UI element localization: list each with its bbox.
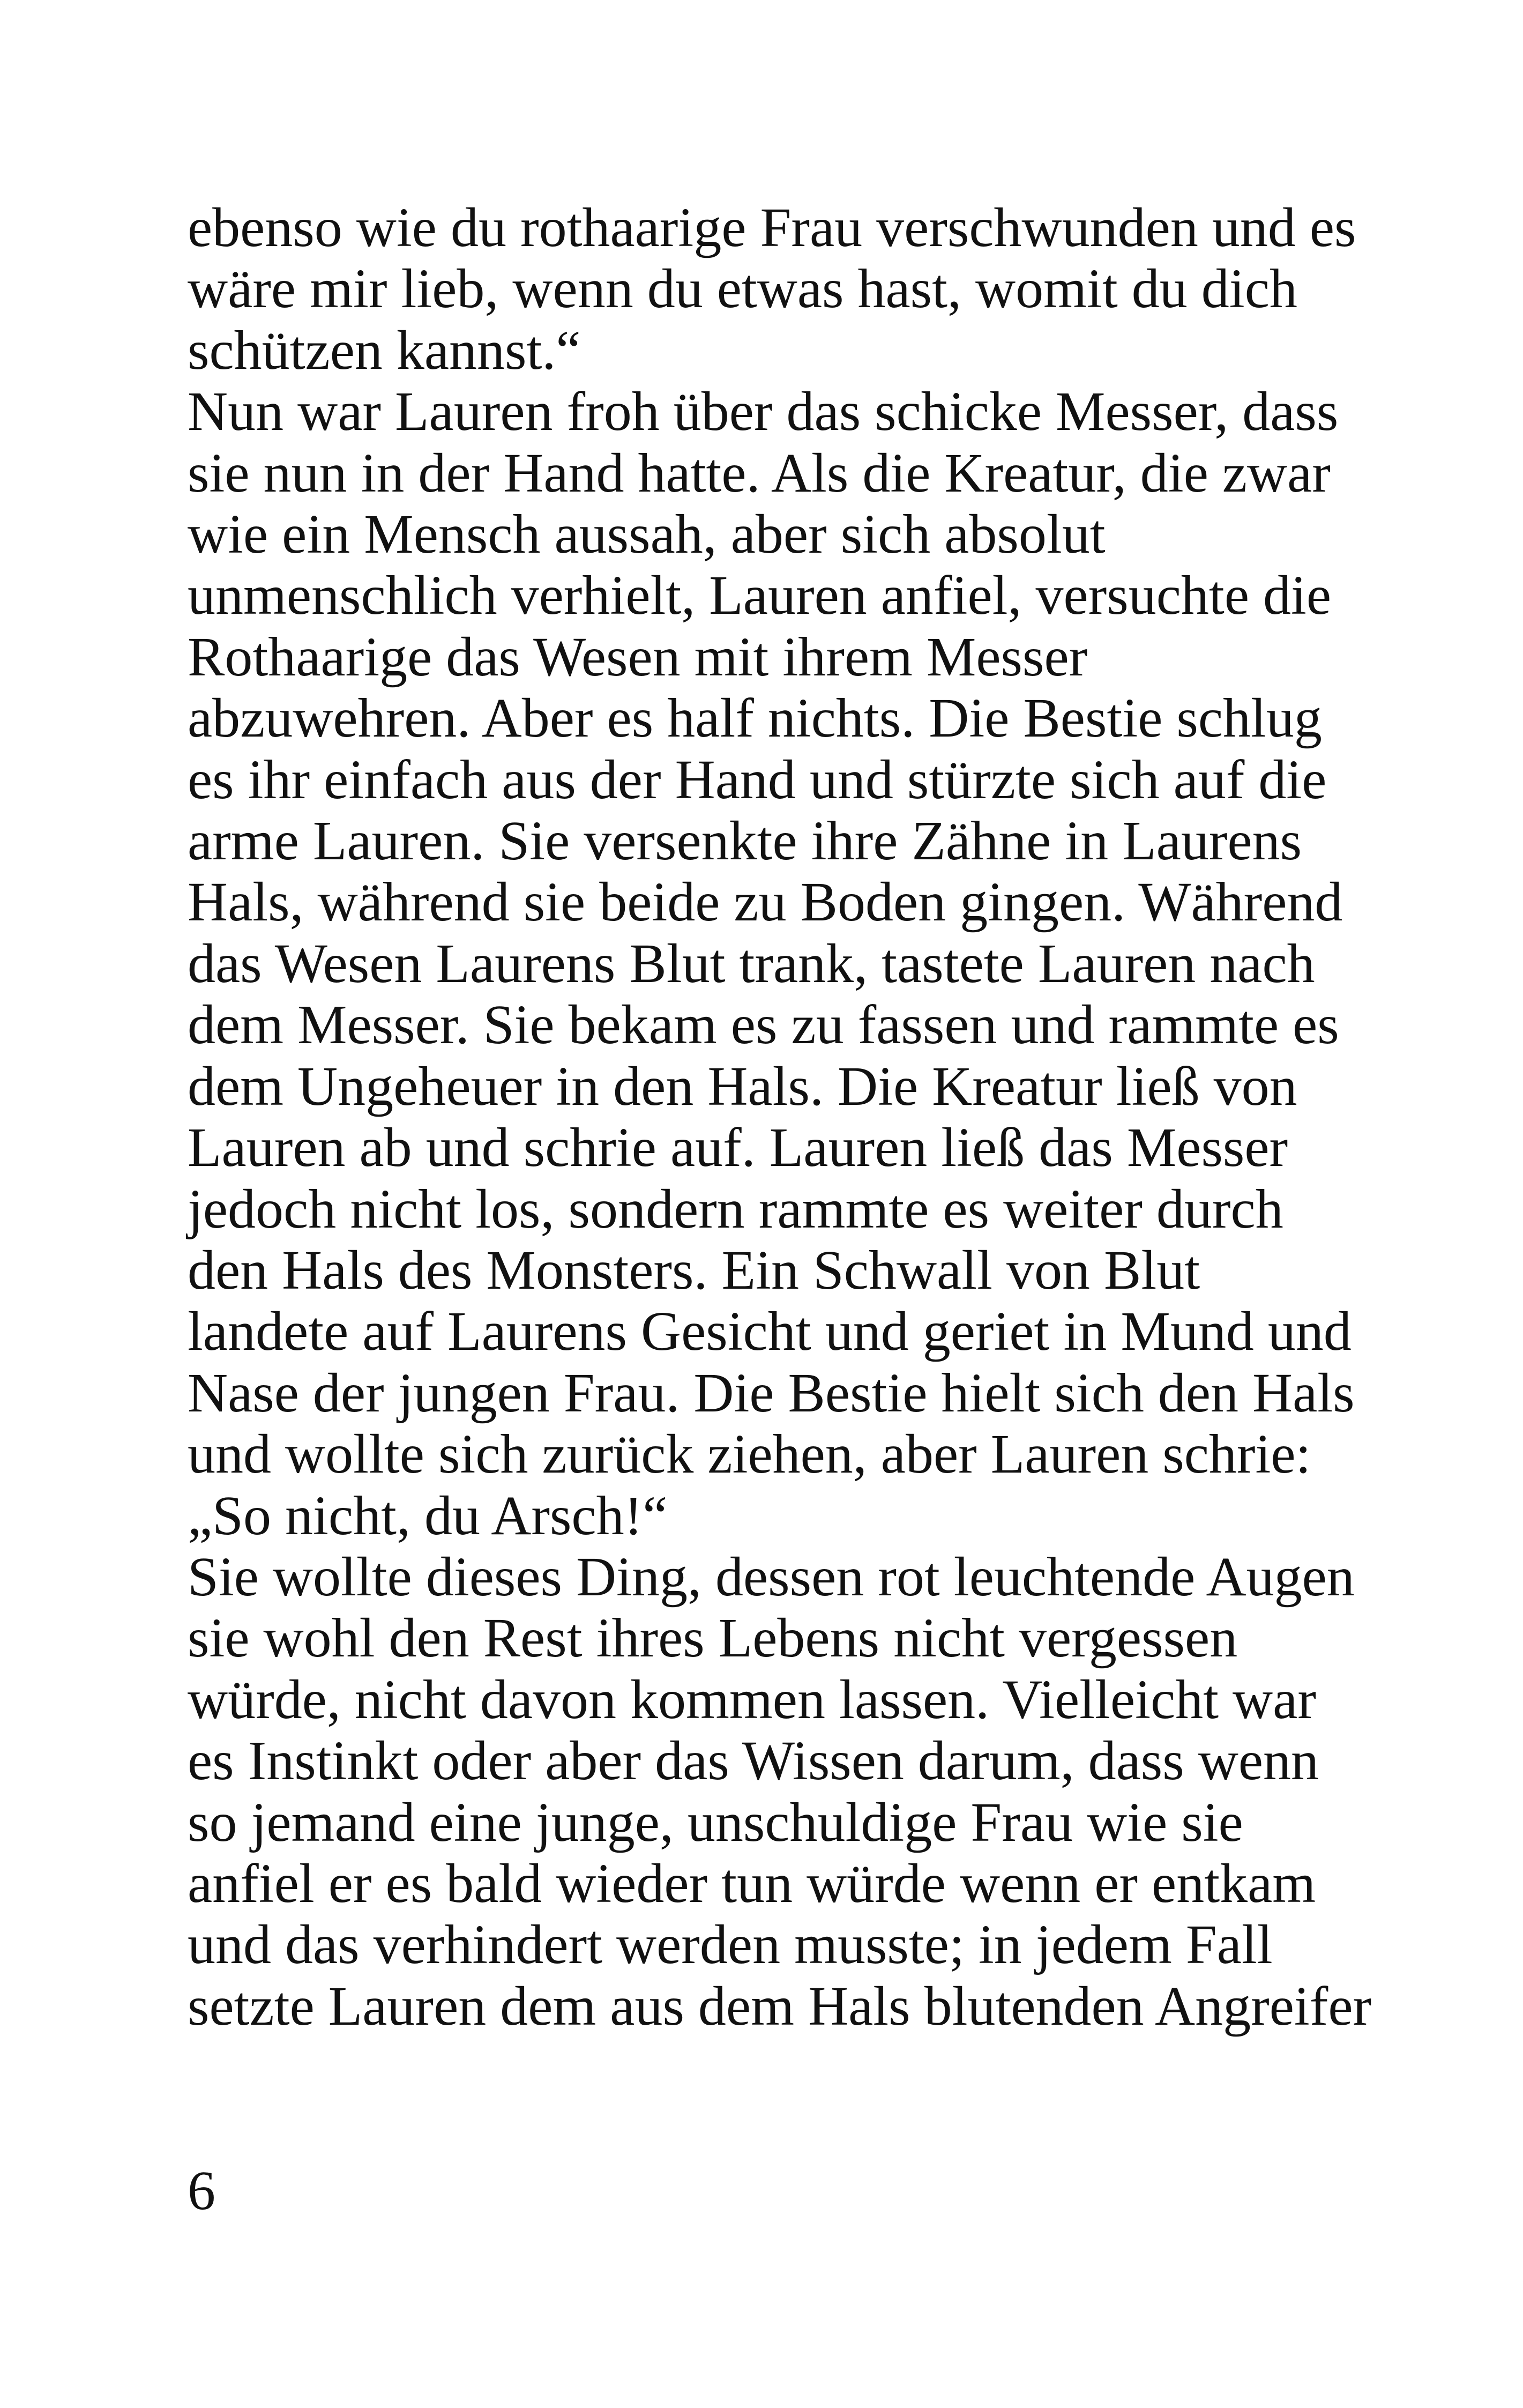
- text-line: sie wohl den Rest ihres Lebens nicht vergessen: [188, 1607, 1238, 1669]
- text-line: so jemand eine junge, unschuldige Frau wie sie: [188, 1791, 1243, 1853]
- text-line: jedoch nicht los, sondern rammte es weiter durch: [188, 1178, 1283, 1240]
- text-line: Nase der jungen Frau. Die Bestie hielt sich den Hals: [188, 1362, 1355, 1424]
- text-line: „So nicht, du Arsch!“: [188, 1484, 668, 1547]
- text-line: Rothaarige das Wesen mit ihrem Messer: [188, 626, 1088, 688]
- body-text: [188, 197, 1372, 2037]
- text-line: Lauren ab und schrie auf. Lauren ließ das Messer: [188, 1117, 1288, 1179]
- text-line: es Instinkt oder aber das Wissen darum, dass wenn: [188, 1730, 1319, 1792]
- text-line: arme Lauren. Sie versenkte ihre Zähne in Laurens: [188, 810, 1302, 872]
- text-line: landete auf Laurens Gesicht und geriet in Mund und: [188, 1300, 1352, 1363]
- text-line: es ihr einfach aus der Hand und stürzte sich auf die: [188, 748, 1327, 811]
- text-line: wäre mir lieb, wenn du etwas hast, womit du dich: [188, 258, 1297, 320]
- text-line: würde, nicht davon kommen lassen. Vielleicht war: [188, 1668, 1316, 1730]
- text-line: dem Ungeheuer in den Hals. Die Kreatur ließ von: [188, 1055, 1297, 1117]
- text-line: unmenschlich verhielt, Lauren anfiel, versuchte die: [188, 564, 1332, 627]
- text-line: Sie wollte dieses Ding, dessen rot leuchtende Augen: [188, 1545, 1355, 1608]
- text-line: anfiel er es bald wieder tun würde wenn er entkam: [188, 1852, 1316, 1914]
- text-line: setzte Lauren dem aus dem Hals blutenden Angreifer: [188, 1975, 1372, 2037]
- text-line: sie nun in der Hand hatte. Als die Kreatur, die zwar: [188, 442, 1331, 504]
- text-line: wie ein Mensch aussah, aber sich absolut: [188, 503, 1106, 566]
- text-line: Hals, während sie beide zu Boden gingen. Während: [188, 871, 1343, 933]
- text-line: dem Messer. Sie bekam es zu fassen und rammte es: [188, 994, 1339, 1056]
- text-line: schützen kannst.“: [188, 319, 581, 381]
- text-line: und wollte sich zurück ziehen, aber Lauren schrie:: [188, 1423, 1311, 1485]
- text-line: das Wesen Laurens Blut trank, tastete Lauren nach: [188, 932, 1315, 994]
- text-line: abzuwehren. Aber es half nichts. Die Bestie schlug: [188, 687, 1322, 749]
- page-number: 6: [188, 2160, 215, 2221]
- text-line: und das verhindert werden musste; in jedem Fall: [188, 1914, 1273, 1976]
- text-line: ebenso wie du rothaarige Frau verschwunden und es: [188, 197, 1356, 258]
- text-line: Nun war Lauren froh über das schicke Messer, dass: [188, 381, 1339, 443]
- text-line: den Hals des Monsters. Ein Schwall von Blut: [188, 1239, 1200, 1301]
